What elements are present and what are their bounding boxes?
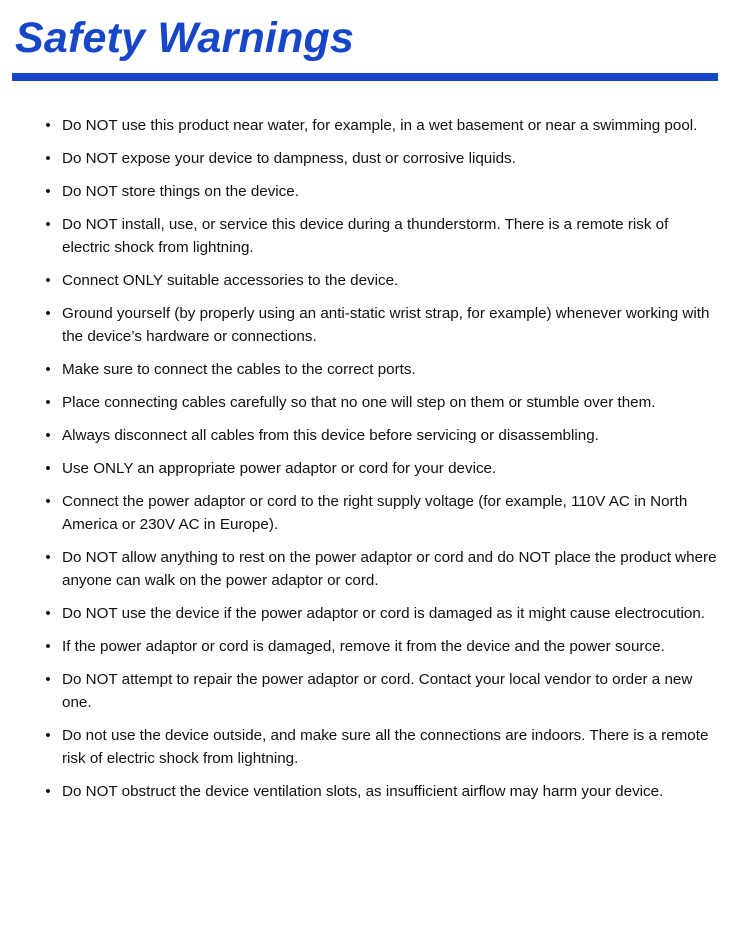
bullet: • [45,727,51,744]
warning-text: Always disconnect all cables from this device before servicing or disassembling. [62,427,599,444]
title-underline-rule [12,73,718,81]
warning-text: Connect the power adaptor or cord to the right supply voltage (for example, 110V AC in North America or 230V AC in Europe). [62,493,688,533]
bullet: • [45,605,51,622]
warning-item-16 [0,724,740,770]
warning-item-5 [0,269,740,292]
bullet: • [45,183,51,200]
warning-text: Connect ONLY suitable accessories to the device. [62,272,399,289]
bullet: • [45,216,51,233]
warning-item-7 [0,358,740,381]
warning-item-2 [0,147,740,170]
warning-text: Make sure to connect the cables to the correct ports. [62,361,416,378]
page-title: Safety Warnings [15,14,355,62]
bullet: • [45,638,51,655]
warning-item-12 [0,546,740,592]
warning-item-8 [0,391,740,414]
bullet: • [45,493,51,510]
warning-item-17 [0,780,740,803]
warning-text: Do NOT expose your device to dampness, dust or corrosive liquids. [62,150,516,167]
warning-text: Do not use the device outside, and make sure all the connections are indoors. There is a remote risk of electric shock from lightning. [62,727,709,767]
bullet: • [45,671,51,688]
warning-item-4 [0,213,740,259]
warning-item-3 [0,180,740,203]
warning-item-13 [0,602,740,625]
warning-text: Ground yourself (by properly using an anti-static wrist strap, for example) whenever working with the device’s hardware or connections. [62,305,710,345]
warning-item-14 [0,635,740,658]
warning-text: Do NOT use this product near water, for example, in a wet basement or near a swimming pool. [62,117,698,134]
warning-item-9 [0,424,740,447]
bullet: • [45,783,51,800]
bullet: • [45,427,51,444]
bullet: • [45,272,51,289]
warning-item-15 [0,668,740,714]
bullet: • [45,305,51,322]
warning-text: Do NOT use the device if the power adaptor or cord is damaged as it might cause electrocution. [62,605,705,622]
warning-item-1 [0,114,740,137]
warning-text: Do NOT store things on the device. [62,183,299,200]
warning-text: Place connecting cables carefully so that no one will step on them or stumble over them. [62,394,656,411]
warning-item-10 [0,457,740,480]
bullet: • [45,549,51,566]
warning-text: If the power adaptor or cord is damaged, remove it from the device and the power source. [62,638,665,655]
bullet: • [45,117,51,134]
bullet: • [45,460,51,477]
warning-text: Use ONLY an appropriate power adaptor or cord for your device. [62,460,497,477]
bullet: • [45,150,51,167]
warning-text: Do NOT allow anything to rest on the power adaptor or cord and do NOT place the product where anyone can walk on the power adaptor or cord. [62,549,717,589]
warning-text: Do NOT install, use, or service this device during a thunderstorm. There is a remote risk of electric shock from lightning. [62,216,669,256]
warning-text: Do NOT obstruct the device ventilation slots, as insufficient airflow may harm your device. [62,783,664,800]
warning-item-6 [0,302,740,348]
bullet: • [45,361,51,378]
warning-text: Do NOT attempt to repair the power adaptor or cord. Contact your local vendor to order a new one. [62,671,693,711]
safety-warnings-list [0,114,740,813]
bullet: • [45,394,51,411]
warning-item-11 [0,490,740,536]
